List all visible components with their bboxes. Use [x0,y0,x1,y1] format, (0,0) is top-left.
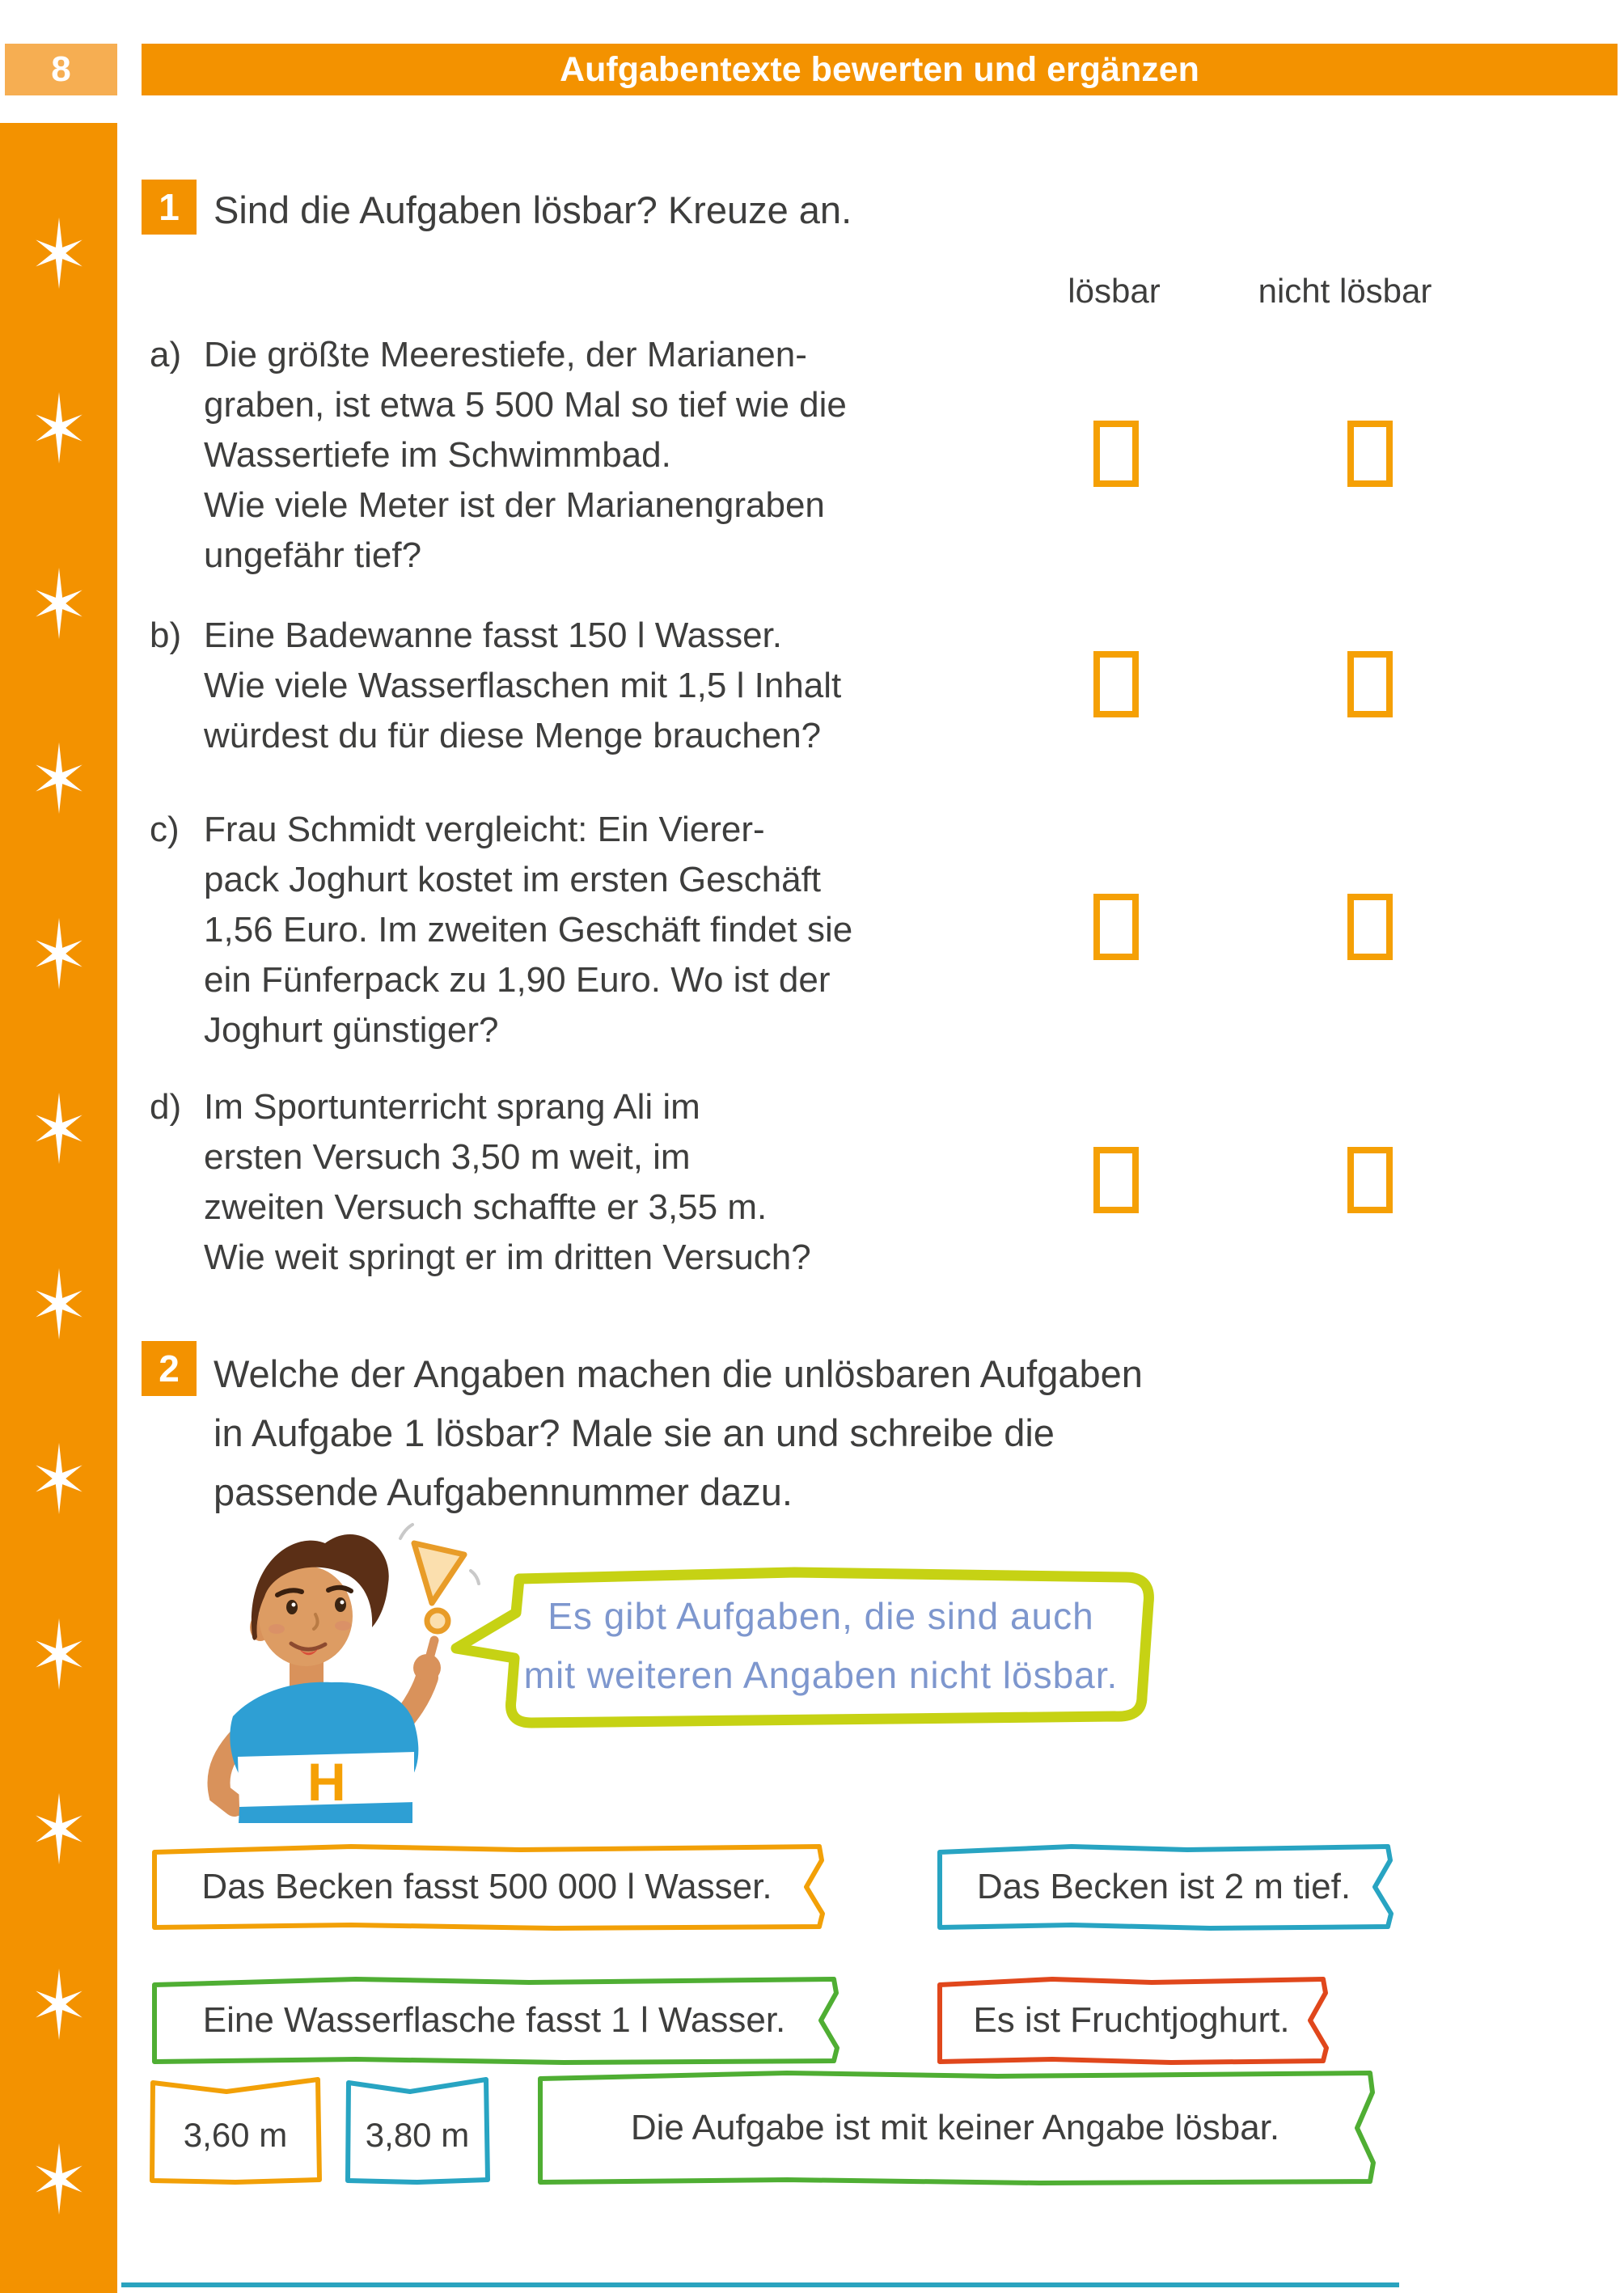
text-line: Welche der Angaben machen die unlösbaren Aufgaben [214,1352,1143,1395]
text-line: Frau Schmidt vergleicht: Ein Vierer- [204,810,765,849]
task1-number-badge: 1 [142,180,197,235]
page-title: Aufgabentexte bewerten und ergänzen [142,44,1618,95]
task2-text [214,1344,1265,1521]
text-line: Wie weit springt er im dritten Versuch? [204,1237,811,1277]
item-b-label: b) [150,616,182,655]
star-icon [22,1967,96,2041]
checkbox-b-loesbar[interactable] [1093,651,1139,717]
column-header-loesbar: lösbar [1068,272,1161,310]
answer-card-380m[interactable] [344,2075,491,2186]
item-c-label: c) [150,810,180,849]
task2-number-badge: 2 [142,1341,197,1396]
answer-text: Es ist Fruchtjoghurt. [973,2000,1290,2040]
text-line: würdest du für diese Menge brauchen? [204,716,822,755]
text-line: Die größte Meerestiefe, der Marianen- [204,335,807,374]
checkbox-a-loesbar[interactable] [1093,421,1139,487]
text-line: zweiten Versuch schaffte er 3,55 m. [204,1187,768,1227]
checkbox-b-nicht-loesbar[interactable] [1347,651,1393,717]
text-line: Es gibt Aufgaben, die sind auch [548,1595,1094,1637]
checkbox-c-nicht-loesbar[interactable] [1347,894,1393,960]
answer-text: Die Aufgabe ist mit keiner Angabe lösbar. [630,2107,1280,2147]
star-icon [22,566,96,641]
star-icon [22,1617,96,1691]
answer-card-fruchtjoghurt[interactable] [933,1975,1330,2066]
star-icon [22,1792,96,1866]
text-line: passende Aufgabennummer dazu. [214,1470,793,1513]
text-line: ein Fünferpack zu 1,90 Euro. Wo ist der [204,960,831,1000]
sidebar-decoration [0,123,117,2293]
speech-bubble-text [510,1587,1132,1705]
star-icon [22,1091,96,1166]
text-line: pack Joghurt kostet im ersten Geschäft [204,860,822,899]
star-icon [22,1441,96,1516]
star-icon [22,216,96,290]
page-number: 8 [5,44,117,95]
item-b-text [204,611,1013,761]
answer-card-wasserflasche[interactable] [148,1975,840,2066]
item-d-label: d) [150,1087,182,1127]
text-line: Wie viele Wasserflaschen mit 1,5 l Inhalt [204,666,842,705]
text-line: 1,56 Euro. Im zweiten Geschäft findet sie [204,910,853,950]
checkbox-d-loesbar[interactable] [1093,1147,1139,1213]
text-line: ersten Versuch 3,50 m weit, im [204,1137,691,1177]
answer-card-becken-500000[interactable] [148,1842,826,1931]
text-line: ungefähr tief? [204,535,422,575]
checkbox-a-nicht-loesbar[interactable] [1347,421,1393,487]
text-line: Joghurt günstiger? [204,1010,499,1050]
text-line: Wassertiefe im Schwimmbad. [204,435,671,475]
star-icon [22,2142,96,2216]
star-icon [22,741,96,815]
text-line: Im Sportunterricht sprang Ali im [204,1087,700,1127]
text-line: Eine Badewanne fasst 150 l Wasser. [204,616,782,655]
column-header-nicht-loesbar: nicht lösbar [1258,272,1432,310]
answer-card-keine-angabe[interactable] [534,2069,1377,2186]
text-line: graben, ist etwa 5 500 Mal so tief wie die [204,385,847,425]
answer-text: Eine Wasserflasche fasst 1 l Wasser. [202,2000,786,2040]
answer-text: Das Becken fasst 500 000 l Wasser. [201,1867,772,1906]
checkbox-d-nicht-loesbar[interactable] [1347,1147,1393,1213]
star-icon [22,916,96,991]
answer-card-becken-2m[interactable] [933,1842,1394,1931]
item-c-text [204,805,1013,1056]
star-icon [22,391,96,465]
text-line: in Aufgabe 1 lösbar? Male sie an und schreibe die [214,1411,1055,1454]
answer-text: Das Becken ist 2 m tief. [976,1867,1351,1906]
text-line: Wie viele Meter ist der Marianengraben [204,485,825,525]
task1-title: Sind die Aufgaben lösbar? Kreuze an. [214,188,852,231]
text-line: mit weiteren Angaben nicht lösbar. [523,1654,1119,1696]
answer-card-360m[interactable] [148,2075,323,2186]
checkbox-c-loesbar[interactable] [1093,894,1139,960]
footer-divider [121,2282,1399,2287]
boy-illustration [170,1522,493,1823]
answer-text: 3,60 m [183,2116,288,2154]
shirt-letter: H [307,1752,346,1812]
star-icon [22,1267,96,1341]
item-a-label: a) [150,335,182,374]
answer-text: 3,80 m [365,2116,470,2154]
item-d-text [204,1082,1013,1283]
item-a-text [204,330,1013,581]
